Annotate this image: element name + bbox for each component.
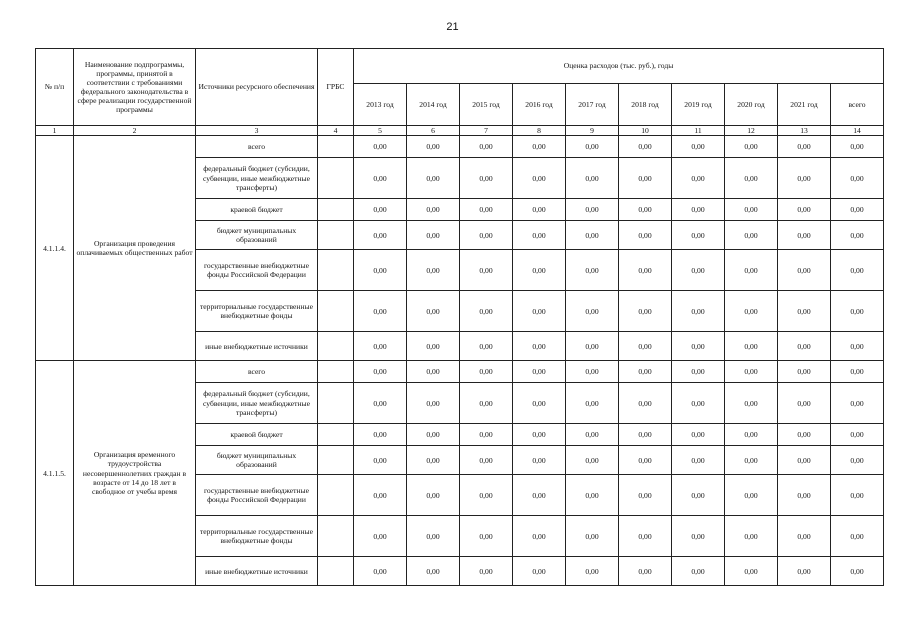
- expense-value: 0,00: [513, 557, 566, 586]
- funding-source: всего: [196, 136, 318, 158]
- expense-value: 0,00: [725, 221, 778, 250]
- expense-value: 0,00: [566, 424, 619, 446]
- expense-value: 0,00: [513, 383, 566, 424]
- funding-source: бюджет муниципальных образований: [196, 221, 318, 250]
- header-year: 2021 год: [778, 84, 831, 126]
- expense-value: 0,00: [354, 291, 407, 332]
- expense-value: 0,00: [354, 516, 407, 557]
- header-year: 2017 год: [566, 84, 619, 126]
- expense-value: 0,00: [407, 557, 460, 586]
- grbs-cell: [318, 383, 354, 424]
- expense-value: 0,00: [566, 291, 619, 332]
- expense-value: 0,00: [672, 383, 725, 424]
- expense-value: 0,00: [725, 383, 778, 424]
- expense-value: 0,00: [513, 136, 566, 158]
- expense-value: 0,00: [407, 516, 460, 557]
- expense-value: 0,00: [460, 199, 513, 221]
- expense-value: 0,00: [513, 424, 566, 446]
- expense-value: 0,00: [354, 158, 407, 199]
- expense-value: 0,00: [566, 158, 619, 199]
- expense-value: 0,00: [619, 250, 672, 291]
- column-number: 13: [778, 126, 831, 136]
- expense-value: 0,00: [725, 475, 778, 516]
- expense-value: 0,00: [566, 383, 619, 424]
- column-number: 14: [831, 126, 884, 136]
- expense-value: 0,00: [460, 361, 513, 383]
- expense-value: 0,00: [831, 291, 884, 332]
- item-code: 4.1.1.5.: [36, 361, 74, 586]
- header-year: 2015 год: [460, 84, 513, 126]
- expense-value: 0,00: [513, 291, 566, 332]
- header-year: 2013 год: [354, 84, 407, 126]
- header-year: 2014 год: [407, 84, 460, 126]
- expense-value: 0,00: [407, 332, 460, 361]
- expense-value: 0,00: [831, 361, 884, 383]
- funding-source: иные внебюджетные источники: [196, 332, 318, 361]
- expense-value: 0,00: [619, 199, 672, 221]
- column-number: 7: [460, 126, 513, 136]
- expense-value: 0,00: [778, 383, 831, 424]
- expense-value: 0,00: [778, 516, 831, 557]
- table-row: [36, 136, 884, 158]
- expense-value: 0,00: [619, 383, 672, 424]
- expense-value: 0,00: [513, 332, 566, 361]
- expense-value: 0,00: [513, 221, 566, 250]
- expense-value: 0,00: [672, 446, 725, 475]
- expense-value: 0,00: [354, 332, 407, 361]
- expense-value: 0,00: [725, 158, 778, 199]
- expense-value: 0,00: [672, 424, 725, 446]
- expense-value: 0,00: [672, 361, 725, 383]
- expense-value: 0,00: [619, 446, 672, 475]
- expense-value: 0,00: [407, 361, 460, 383]
- expense-value: 0,00: [778, 475, 831, 516]
- expense-value: 0,00: [672, 158, 725, 199]
- expense-value: 0,00: [460, 557, 513, 586]
- expense-value: 0,00: [407, 475, 460, 516]
- column-number: 4: [318, 126, 354, 136]
- expense-value: 0,00: [354, 361, 407, 383]
- expense-value: 0,00: [354, 383, 407, 424]
- expense-value: 0,00: [566, 199, 619, 221]
- expense-value: 0,00: [513, 250, 566, 291]
- expense-value: 0,00: [460, 446, 513, 475]
- expense-value: 0,00: [460, 291, 513, 332]
- expense-value: 0,00: [407, 221, 460, 250]
- header-col-number: № п/п: [36, 49, 74, 126]
- expense-value: 0,00: [566, 250, 619, 291]
- grbs-cell: [318, 291, 354, 332]
- column-number: 6: [407, 126, 460, 136]
- expense-value: 0,00: [460, 136, 513, 158]
- expense-value: 0,00: [778, 446, 831, 475]
- expense-value: 0,00: [513, 158, 566, 199]
- expense-value: 0,00: [831, 158, 884, 199]
- expense-value: 0,00: [831, 250, 884, 291]
- expense-value: 0,00: [725, 516, 778, 557]
- expense-value: 0,00: [619, 291, 672, 332]
- header-col-estimate: Оценка расходов (тыс. руб.), годы: [354, 49, 884, 84]
- expense-value: 0,00: [672, 332, 725, 361]
- expense-value: 0,00: [354, 557, 407, 586]
- grbs-cell: [318, 158, 354, 199]
- expense-value: 0,00: [407, 158, 460, 199]
- expense-value: 0,00: [725, 250, 778, 291]
- expense-value: 0,00: [778, 557, 831, 586]
- budget-table: [35, 48, 884, 586]
- expense-value: 0,00: [460, 383, 513, 424]
- expense-value: 0,00: [407, 199, 460, 221]
- expense-value: 0,00: [831, 383, 884, 424]
- expense-value: 0,00: [831, 557, 884, 586]
- expense-value: 0,00: [354, 136, 407, 158]
- expense-value: 0,00: [725, 332, 778, 361]
- expense-value: 0,00: [407, 250, 460, 291]
- expense-value: 0,00: [672, 291, 725, 332]
- expense-value: 0,00: [619, 516, 672, 557]
- expense-value: 0,00: [725, 136, 778, 158]
- column-number: 1: [36, 126, 74, 136]
- expense-value: 0,00: [619, 475, 672, 516]
- column-number: 9: [566, 126, 619, 136]
- expense-value: 0,00: [513, 475, 566, 516]
- expense-value: 0,00: [672, 250, 725, 291]
- expense-value: 0,00: [513, 199, 566, 221]
- grbs-cell: [318, 361, 354, 383]
- expense-value: 0,00: [407, 446, 460, 475]
- expense-value: 0,00: [778, 221, 831, 250]
- header-col-source: Источники ресурсного обеспечения: [196, 49, 318, 126]
- column-number: 11: [672, 126, 725, 136]
- expense-value: 0,00: [778, 158, 831, 199]
- expense-value: 0,00: [566, 361, 619, 383]
- header-year: 2020 год: [725, 84, 778, 126]
- expense-value: 0,00: [725, 199, 778, 221]
- header-year: 2018 год: [619, 84, 672, 126]
- expense-value: 0,00: [778, 199, 831, 221]
- expense-value: 0,00: [354, 199, 407, 221]
- expense-value: 0,00: [407, 383, 460, 424]
- expense-value: 0,00: [672, 221, 725, 250]
- expense-value: 0,00: [407, 424, 460, 446]
- column-number: 12: [725, 126, 778, 136]
- expense-value: 0,00: [725, 291, 778, 332]
- funding-source: федеральный бюджет (субсидии, субвенции, иные межбюджетные трансферты): [196, 383, 318, 424]
- expense-value: 0,00: [566, 221, 619, 250]
- expense-value: 0,00: [460, 332, 513, 361]
- expense-value: 0,00: [672, 516, 725, 557]
- grbs-cell: [318, 199, 354, 221]
- expense-value: 0,00: [619, 221, 672, 250]
- expense-value: 0,00: [513, 446, 566, 475]
- funding-source: краевой бюджет: [196, 424, 318, 446]
- expense-value: 0,00: [725, 424, 778, 446]
- expense-value: 0,00: [354, 475, 407, 516]
- expense-value: 0,00: [460, 250, 513, 291]
- grbs-cell: [318, 332, 354, 361]
- funding-source: территориальные государственные внебюджетные фонды: [196, 291, 318, 332]
- expense-value: 0,00: [354, 221, 407, 250]
- funding-source: краевой бюджет: [196, 199, 318, 221]
- column-number: 3: [196, 126, 318, 136]
- expense-value: 0,00: [566, 557, 619, 586]
- column-number: 8: [513, 126, 566, 136]
- header-col-grbs: ГРБС: [318, 49, 354, 126]
- expense-value: 0,00: [407, 136, 460, 158]
- item-name: Организация временного трудоустройства несовершеннолетних граждан в возрасте от 14 до 18 лет в свободное от учебы время: [74, 361, 196, 586]
- header-year: всего: [831, 84, 884, 126]
- item-name: Организация проведения оплачиваемых общественных работ: [74, 136, 196, 361]
- expense-value: 0,00: [566, 475, 619, 516]
- expense-value: 0,00: [354, 424, 407, 446]
- header-year: 2016 год: [513, 84, 566, 126]
- expense-value: 0,00: [566, 446, 619, 475]
- funding-source: бюджет муниципальных образований: [196, 446, 318, 475]
- expense-value: 0,00: [831, 221, 884, 250]
- expense-value: 0,00: [831, 136, 884, 158]
- table-row: [36, 361, 884, 383]
- expense-value: 0,00: [831, 475, 884, 516]
- expense-value: 0,00: [619, 136, 672, 158]
- column-number: 10: [619, 126, 672, 136]
- grbs-cell: [318, 221, 354, 250]
- expense-value: 0,00: [460, 516, 513, 557]
- expense-value: 0,00: [566, 516, 619, 557]
- expense-value: 0,00: [672, 199, 725, 221]
- expense-value: 0,00: [672, 475, 725, 516]
- grbs-cell: [318, 424, 354, 446]
- expense-value: 0,00: [407, 291, 460, 332]
- expense-value: 0,00: [460, 221, 513, 250]
- expense-value: 0,00: [831, 332, 884, 361]
- column-number: 5: [354, 126, 407, 136]
- expense-value: 0,00: [725, 361, 778, 383]
- header-col-name: Наименование подпрограммы, программы, принятой в соответствии с требованиями федерального законодательства в сфере реализации государственной программы: [74, 49, 196, 126]
- expense-value: 0,00: [513, 361, 566, 383]
- grbs-cell: [318, 136, 354, 158]
- expense-value: 0,00: [460, 424, 513, 446]
- expense-value: 0,00: [778, 250, 831, 291]
- expense-value: 0,00: [778, 291, 831, 332]
- item-code: 4.1.1.4.: [36, 136, 74, 361]
- expense-value: 0,00: [619, 332, 672, 361]
- expense-value: 0,00: [619, 361, 672, 383]
- funding-source: территориальные государственные внебюджетные фонды: [196, 516, 318, 557]
- expense-value: 0,00: [354, 250, 407, 291]
- expense-value: 0,00: [831, 424, 884, 446]
- expense-value: 0,00: [831, 516, 884, 557]
- funding-source: всего: [196, 361, 318, 383]
- expense-value: 0,00: [831, 199, 884, 221]
- expense-value: 0,00: [566, 332, 619, 361]
- expense-value: 0,00: [513, 516, 566, 557]
- header-year: 2019 год: [672, 84, 725, 126]
- expense-value: 0,00: [778, 361, 831, 383]
- page-number: 21: [446, 21, 459, 33]
- grbs-cell: [318, 446, 354, 475]
- expense-value: 0,00: [778, 332, 831, 361]
- grbs-cell: [318, 516, 354, 557]
- expense-value: 0,00: [831, 446, 884, 475]
- expense-value: 0,00: [566, 136, 619, 158]
- funding-source: государственные внебюджетные фонды Российской Федерации: [196, 250, 318, 291]
- expense-value: 0,00: [778, 136, 831, 158]
- expense-value: 0,00: [619, 424, 672, 446]
- column-number: 2: [74, 126, 196, 136]
- expense-value: 0,00: [619, 158, 672, 199]
- expense-value: 0,00: [672, 557, 725, 586]
- funding-source: иные внебюджетные источники: [196, 557, 318, 586]
- funding-source: государственные внебюджетные фонды Российской Федерации: [196, 475, 318, 516]
- expense-value: 0,00: [778, 424, 831, 446]
- grbs-cell: [318, 250, 354, 291]
- expense-value: 0,00: [460, 475, 513, 516]
- grbs-cell: [318, 475, 354, 516]
- expense-value: 0,00: [725, 557, 778, 586]
- funding-source: федеральный бюджет (субсидии, субвенции, иные межбюджетные трансферты): [196, 158, 318, 199]
- expense-value: 0,00: [460, 158, 513, 199]
- expense-value: 0,00: [619, 557, 672, 586]
- grbs-cell: [318, 557, 354, 586]
- expense-value: 0,00: [672, 136, 725, 158]
- expense-value: 0,00: [725, 446, 778, 475]
- expense-value: 0,00: [354, 446, 407, 475]
